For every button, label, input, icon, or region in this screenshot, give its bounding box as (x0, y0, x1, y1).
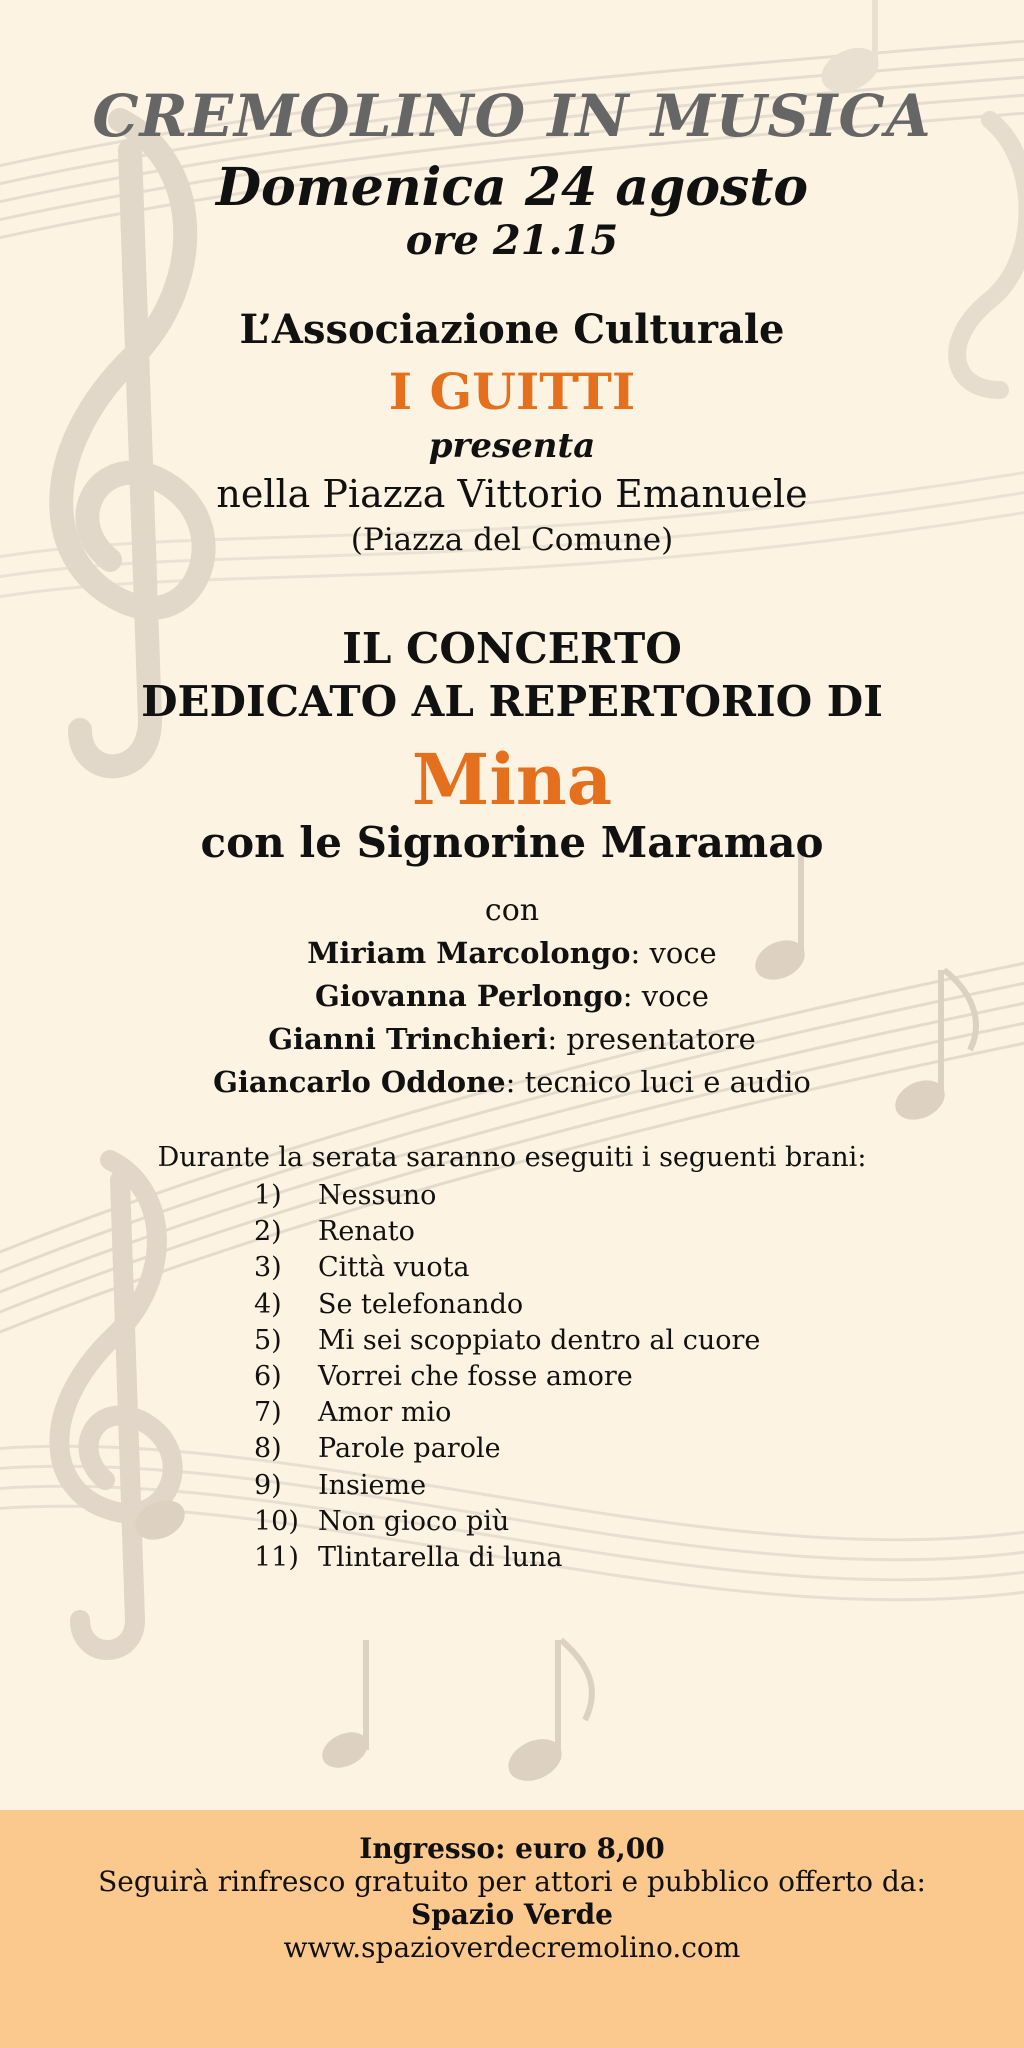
song-number: 4) (254, 1288, 282, 1320)
list-item (254, 1323, 760, 1359)
cast-member-role: : tecnico luci e audio (505, 1065, 811, 1099)
sponsor-name: Spazio Verde (410, 1898, 613, 1931)
song-title: Renato (318, 1216, 415, 1248)
association-label: L’Associazione Culturale (239, 306, 785, 353)
song-number: 7) (254, 1397, 282, 1429)
cast-member-name: Giovanna Perlongo (315, 979, 623, 1013)
song-title: Insieme (318, 1469, 427, 1501)
song-title: Parole parole (318, 1433, 501, 1465)
event-date: Domenica 24 agosto (215, 157, 809, 218)
list-item (254, 1540, 760, 1576)
artist-name: Mina (411, 738, 613, 821)
list-item (254, 1504, 760, 1540)
song-list (254, 1178, 760, 1576)
cast-member (0, 1065, 1024, 1099)
sponsor-website: www.spazioverdecremolino.com (283, 1931, 741, 1964)
song-title: Città vuota (318, 1252, 470, 1284)
refreshment-note: Seguirà rinfresco gratuito per attori e pubblico offerto da: (98, 1865, 926, 1898)
footer-band (0, 1810, 1024, 2048)
venue-text: nella Piazza Vittorio Emanuele (216, 472, 808, 516)
song-title: Nessuno (318, 1180, 437, 1211)
list-item (254, 1359, 760, 1395)
song-title: Mi sei scoppiato dentro al cuore (318, 1324, 761, 1356)
cast-member-name: Giancarlo Oddone (213, 1065, 506, 1099)
song-title: Amor mio (318, 1397, 452, 1429)
list-item (254, 1214, 760, 1250)
cast-member-name: Gianni Trinchieri (268, 1022, 548, 1056)
list-item (254, 1250, 760, 1286)
group-name: con le Signorine Maramao (200, 818, 824, 867)
list-item (254, 1395, 760, 1431)
concert-heading-line1: IL CONCERTO (342, 624, 682, 673)
song-number: 5) (254, 1324, 282, 1356)
cast-member-role: : voce (622, 979, 709, 1013)
song-title: Non gioco più (318, 1505, 510, 1537)
song-number: 3) (254, 1252, 282, 1284)
event-time: ore 21.15 (405, 217, 619, 264)
treble-clef-icon (59, 1160, 172, 1650)
song-number: 1) (254, 1180, 282, 1211)
list-item (254, 1178, 760, 1214)
cast-member-name: Miriam Marcolongo (307, 936, 631, 970)
song-number: 11) (254, 1541, 299, 1573)
list-item (254, 1287, 760, 1323)
song-number: 9) (254, 1469, 282, 1501)
song-number: 10) (254, 1505, 299, 1537)
ticket-price: Ingresso: euro 8,00 (359, 1832, 665, 1865)
presents-label: presenta (428, 426, 596, 466)
list-item (254, 1468, 760, 1504)
cast-member-role: : presentatore (547, 1022, 756, 1056)
company-name: I GUITTI (388, 362, 636, 421)
song-number: 6) (254, 1360, 282, 1392)
cast-member (0, 979, 1024, 1013)
song-title: Vorrei che fosse amore (318, 1360, 633, 1392)
concert-heading-line2: DEDICATO AL REPERTORIO DI (141, 677, 883, 726)
song-number: 8) (254, 1433, 282, 1465)
song-title: Tlintarella di luna (318, 1541, 563, 1573)
venue-note: (Piazza del Comune) (350, 522, 674, 558)
cast-member (0, 936, 1024, 970)
songs-intro: Durante la serata saranno eseguiti i seguenti brani: (157, 1142, 867, 1173)
festival-title: CREMOLINO IN MUSICA (92, 82, 932, 150)
song-title: Se telefonando (318, 1288, 524, 1320)
cast-intro: con (484, 893, 540, 928)
list-item (254, 1431, 760, 1467)
song-number: 2) (254, 1216, 282, 1248)
cast-member (0, 1022, 1024, 1056)
cast-member-role: : voce (630, 936, 717, 970)
